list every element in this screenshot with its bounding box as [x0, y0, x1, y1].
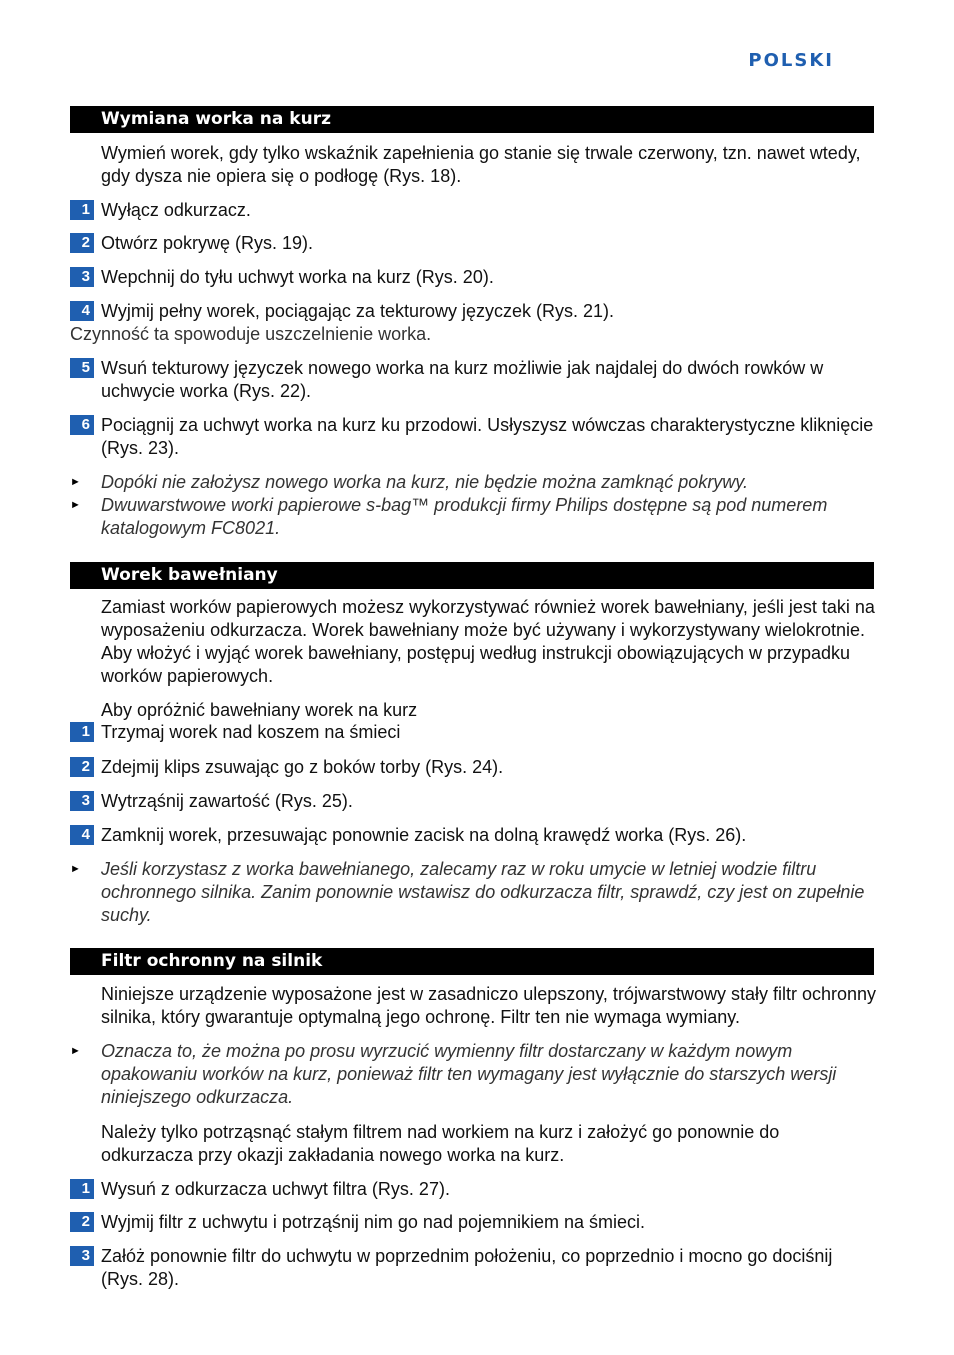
step-note: Czynność ta spowoduje uszczelnienie worka. [70, 324, 432, 344]
step-text: Wyjmij filtr z uchwytu i potrząśnij nim go nad pojemnikiem na śmieci. [101, 1212, 646, 1232]
sub-intro: Aby opróżnić bawełniany worek na kurz [101, 700, 418, 720]
step-number-badge: 1 [70, 200, 94, 220]
bullet-text: Dopóki nie założysz nowego worka na kurz, nie będzie można zamknąć pokrywy. [101, 472, 748, 492]
step-text: Wyłącz odkurzacz. [101, 200, 251, 220]
step-number-badge: 3 [70, 791, 94, 811]
step-text: Wepchnij do tyłu uchwyt worka na kurz (Rys. 20). [101, 267, 494, 287]
step-text: Pociągnij za uchwyt worka na kurz ku przodowi. Usłyszysz wówczas charakterystyczne kliknięcie (Rys. 23). [101, 415, 874, 458]
step-number-badge: 6 [70, 415, 94, 435]
bullet-text: Oznacza to, że można po prosu wyrzucić wymienny filtr dostarczany w każdym nowym opakowaniu worków na kurz, ponieważ filtr ten wymagany jest wyłącznie do starszych wersji niniejszego odkurzacza. [101, 1041, 837, 1107]
step-text: Zdejmij klips zsuwając go z boków torby (Rys. 24). [101, 757, 504, 777]
step-text: Wsuń tekturowy języczek nowego worka na kurz możliwie jak najdalej do dwóch rowków w uchwycie worka (Rys. 22). [101, 358, 824, 401]
step-number-badge: 4 [70, 301, 94, 321]
step-number-badge: 2 [70, 757, 94, 777]
step-number-badge: 2 [70, 1212, 94, 1232]
intro-paragraph: Zamiast worków papierowych możesz wykorzystywać również worek bawełniany, jeśli jest taki na wyposażeniu odkurzacza. Worek bawełniany może być używany i wykorzystywany wielokrotnie. Aby włożyć i wyjąć worek bawełniany, postępuj według instrukcji obowiązujących w przypadku worków papierowych. [101, 597, 875, 686]
bullet-text: Dwuwarstwowe worki papierowe s-bag™ produkcji firmy Philips dostępne są pod numerem katalogowym FC8021. [101, 495, 828, 538]
intro-paragraph: Wymień worek, gdy tylko wskaźnik zapełnienia go stanie się trwale czerwony, tzn. nawet wtedy, gdy dysza nie opiera się o podłogę (Rys. 18). [101, 143, 861, 186]
step-number-badge: 3 [70, 1246, 94, 1266]
step-number-badge: 1 [70, 1179, 94, 1199]
step-number-badge: 1 [70, 722, 94, 742]
bullet-arrow-icon: ► [70, 499, 81, 511]
bullet-arrow-icon: ► [70, 476, 81, 488]
bullet-text: Jeśli korzystasz z worka bawełnianego, zalecamy raz w roku umycie w letniej wodzie filtru ochronnego silnika. Zanim ponownie wstawisz do odkurzacza filtr, sprawdź, czy jest on zupełnie suchy. [101, 859, 865, 925]
step-text: Wyjmij pełny worek, pociągając za tekturowy języczek (Rys. 21). [101, 301, 615, 321]
step-text: Załóż ponownie filtr do uchwytu w poprzednim położeniu, co poprzednio i mocno go dociśnij (Rys. 28). [101, 1246, 833, 1289]
step-text: Trzymaj worek nad koszem na śmieci [101, 722, 401, 742]
step-text: Wysuń z odkurzacza uchwyt filtra (Rys. 27). [101, 1179, 450, 1199]
step-text: Wytrząśnij zawartość (Rys. 25). [101, 791, 353, 811]
bullet-arrow-icon: ► [70, 863, 81, 875]
paragraph: Należy tylko potrząsnąć stałym filtrem nad workiem na kurz i założyć go ponownie do odkurzacza przy okazji zakładania nowego worka na kurz. [101, 1122, 780, 1165]
section-heading-cloth-bag: Worek bawełniany [70, 562, 874, 589]
step-text: Otwórz pokrywę (Rys. 19). [101, 233, 314, 253]
language-label: POLSKI [748, 50, 834, 71]
step-number-badge: 2 [70, 233, 94, 253]
intro-paragraph: Niniejsze urządzenie wyposażone jest w zasadniczo ulepszony, trójwarstwowy stały filtr ochronny silnika, który gwarantuje optymalną jego ochronę. Filtr ten nie wymaga wymiany. [101, 984, 877, 1027]
step-text: Zamknij worek, przesuwając ponownie zacisk na dolną krawędź worka (Rys. 26). [101, 825, 747, 845]
bullet-arrow-icon: ► [70, 1045, 81, 1057]
section-heading-dust-bag: Wymiana worka na kurz [70, 106, 874, 133]
step-number-badge: 3 [70, 267, 94, 287]
step-number-badge: 5 [70, 358, 94, 378]
section-heading-motor-filter: Filtr ochronny na silnik [70, 948, 874, 975]
step-number-badge: 4 [70, 825, 94, 845]
